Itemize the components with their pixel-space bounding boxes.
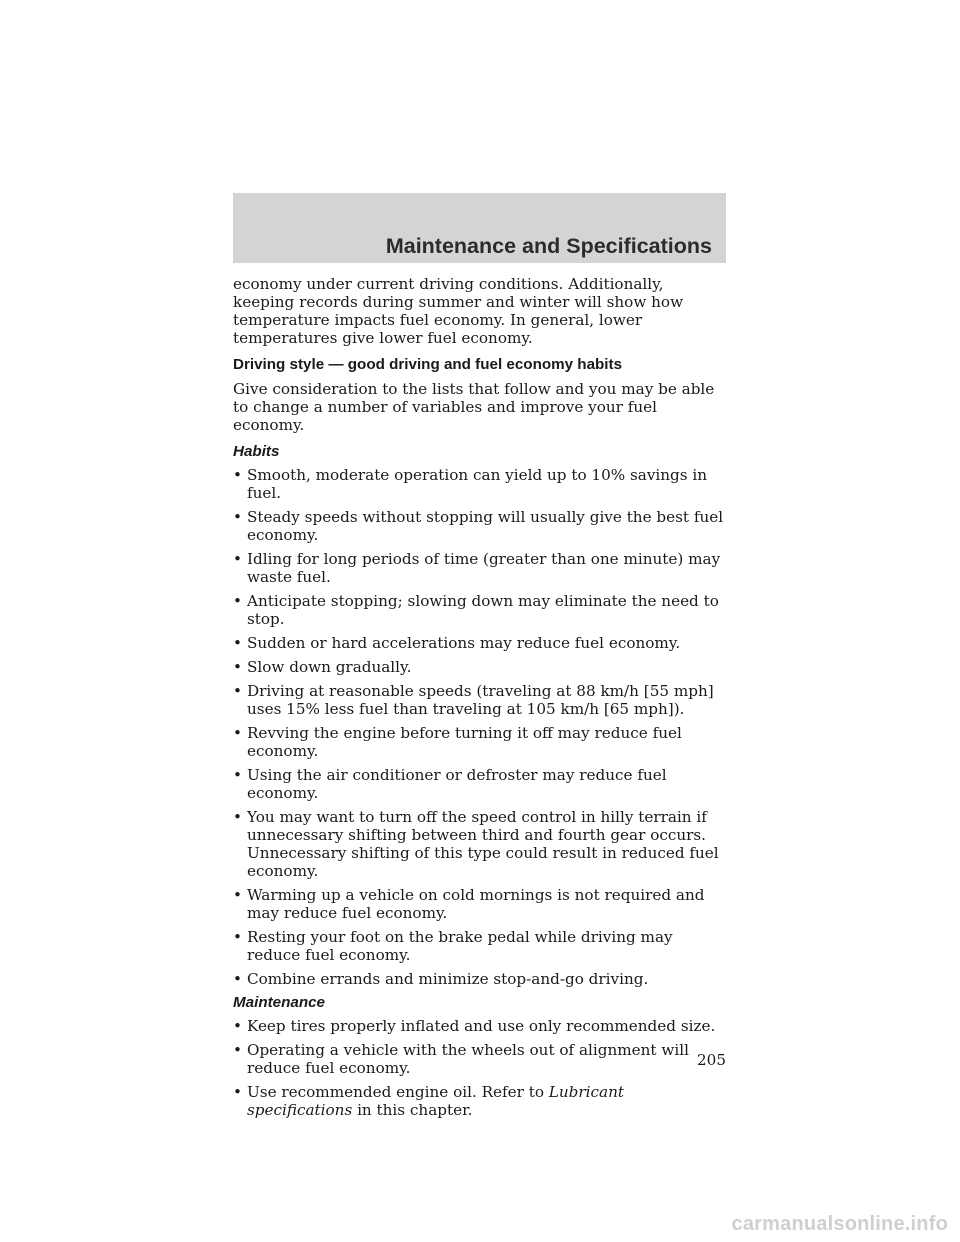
habits-list-item: • Slow down gradually. — [233, 658, 412, 676]
intro-paragraph: economy under current driving conditions. Additionally, keeping records during summer and winter will show how temperature impacts fuel economy. In general, lower temperatures give lower fuel economy. — [233, 275, 684, 347]
habits-list-item: • You may want to turn off the speed control in hilly terrain if unnecessary shifting between third and fourth gear occurs. Unnecessary shifting of this type could result in reduced fuel economy. — [233, 808, 719, 880]
watermark: carmanualsonline.info — [731, 1213, 948, 1235]
habits-list-item: • Combine errands and minimize stop-and-go driving. — [233, 970, 649, 988]
bullet-icon: • — [233, 466, 242, 484]
maintenance-heading: Maintenance — [233, 994, 325, 1011]
bullet-icon: • — [233, 970, 242, 988]
maintenance-list-item: • Operating a vehicle with the wheels out of alignment will reduce fuel economy. — [233, 1041, 689, 1077]
maintenance-list-item: • Keep tires properly inflated and use only recommended size. — [233, 1017, 716, 1035]
habits-list-item: • Driving at reasonable speeds (traveling at 88 km/h [55 mph] uses 15% less fuel than traveling at 105 km/h [65 mph]). — [233, 682, 714, 718]
bullet-icon: • — [233, 766, 242, 784]
section-header-band — [233, 193, 726, 263]
maintenance-list-item: • Use recommended engine oil. Refer to Lubricant specifications in this chapter. — [233, 1083, 624, 1119]
habits-list-item: • Warming up a vehicle on cold mornings is not required and may reduce fuel economy. — [233, 886, 705, 922]
bullet-icon: • — [233, 592, 242, 610]
driving-style-intro: Give consideration to the lists that follow and you may be able to change a number of variables and improve your fuel economy. — [233, 380, 715, 434]
page-content — [233, 275, 728, 1125]
bullet-icon: • — [233, 808, 242, 826]
bullet-icon: • — [233, 886, 242, 904]
bullet-icon: • — [233, 1083, 242, 1101]
bullet-icon: • — [233, 658, 242, 676]
habits-list-item: • Using the air conditioner or defroster may reduce fuel economy. — [233, 766, 667, 802]
maintenance-list — [233, 1017, 728, 1119]
bullet-icon: • — [233, 928, 242, 946]
reference-suffix: in this chapter. — [352, 1101, 473, 1119]
habits-list-item: • Anticipate stopping; slowing down may eliminate the need to stop. — [233, 592, 719, 628]
bullet-icon: • — [233, 508, 242, 526]
lubricant-specifications-reference: Lubricant specifications — [247, 1083, 624, 1119]
habits-list-item: • Smooth, moderate operation can yield up to 10% savings in fuel. — [233, 466, 708, 502]
habits-list-item: • Revving the engine before turning it off may reduce fuel economy. — [233, 724, 682, 760]
habits-list-item: • Resting your foot on the brake pedal while driving may reduce fuel economy. — [233, 928, 673, 964]
driving-style-heading: Driving style — good driving and fuel economy habits — [233, 356, 623, 373]
bullet-icon: • — [233, 634, 242, 652]
bullet-icon: • — [233, 1041, 242, 1059]
section-title: Maintenance and Specifications — [385, 234, 712, 258]
bullet-icon: • — [233, 724, 242, 742]
bullet-icon: • — [233, 682, 242, 700]
habits-list-item: • Sudden or hard accelerations may reduce fuel economy. — [233, 634, 681, 652]
habits-heading: Habits — [233, 443, 280, 460]
habits-list-item: • Steady speeds without stopping will usually give the best fuel economy. — [233, 508, 724, 544]
bullet-icon: • — [233, 1017, 242, 1035]
bullet-icon: • — [233, 550, 242, 568]
habits-list — [233, 466, 728, 988]
habits-list-item: • Idling for long periods of time (greater than one minute) may waste fuel. — [233, 550, 721, 586]
page-number: 205 — [697, 1051, 726, 1069]
